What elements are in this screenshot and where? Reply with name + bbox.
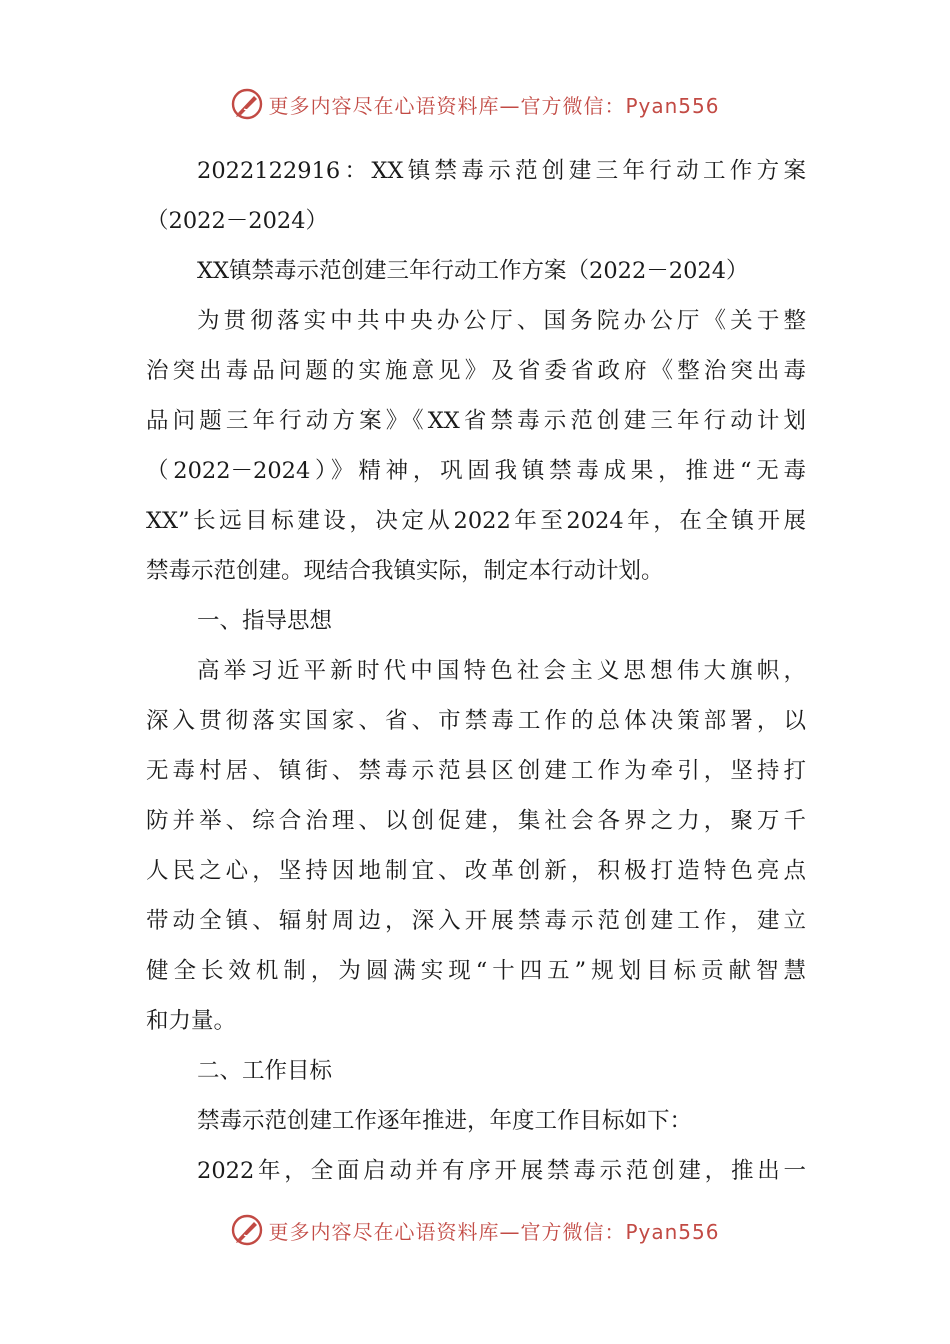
paragraph-line: 品问题三年行动方案》《XX省禁毒示范创建三年行动计划 bbox=[146, 408, 806, 434]
paragraph-line: 带动全镇、辐射周边，深入开展禁毒示范创建工作，建立 bbox=[146, 908, 806, 934]
paragraph-line: 无毒村居、镇街、禁毒示范县区创建工作为牵引，坚持打 bbox=[146, 758, 806, 784]
paragraph-line: 高举习近平新时代中国特色社会主义思想伟大旗帜， bbox=[197, 658, 806, 684]
paragraph-line: 为贯彻落实中共中央办公厅、国务院办公厅《关于整 bbox=[197, 308, 806, 334]
doc-title-line-2: （2022－2024） bbox=[146, 208, 329, 234]
paragraph-line: 人民之心，坚持因地制宜、改革创新，积极打造特色亮点 bbox=[146, 858, 806, 884]
paragraph-line: 防并举、综合治理、以创促建，集社会各界之力，聚万千 bbox=[146, 808, 806, 834]
pen-logo-icon bbox=[230, 87, 264, 121]
paragraph-line: 禁毒示范创建工作逐年推进，年度工作目标如下： bbox=[197, 1108, 693, 1134]
doc-subtitle: XX镇禁毒示范创建三年行动工作方案（2022－2024） bbox=[197, 258, 749, 284]
watermark-text: 更多内容尽在心语资料库—官方微信：Pyan556 bbox=[268, 93, 720, 118]
document-body bbox=[146, 146, 806, 1196]
paragraph-line: （2022－2024）》精神，巩固我镇禁毒成果，推进“无毒 bbox=[146, 458, 806, 484]
doc-title-line-1: 2022122916：XX镇禁毒示范创建三年行动工作方案 bbox=[197, 158, 806, 184]
paragraph-line: 深入贯彻落实国家、省、市禁毒工作的总体决策部署，以 bbox=[146, 708, 806, 734]
paragraph-line: XX”长远目标建设，决定从2022年至2024年，在全镇开展 bbox=[146, 508, 806, 534]
header-watermark-banner bbox=[0, 82, 950, 126]
section-heading-1: 一、指导思想 bbox=[197, 608, 333, 634]
paragraph-line: 禁毒示范创建。现结合我镇实际，制定本行动计划。 bbox=[146, 558, 664, 584]
pen-logo-icon bbox=[230, 1213, 264, 1247]
paragraph-line: 健全长效机制，为圆满实现“十四五”规划目标贡献智慧 bbox=[146, 958, 806, 984]
paragraph-line: 和力量。 bbox=[146, 1008, 237, 1034]
section-heading-2: 二、工作目标 bbox=[197, 1058, 333, 1084]
watermark-text: 更多内容尽在心语资料库—官方微信：Pyan556 bbox=[268, 1219, 720, 1244]
footer-watermark-banner bbox=[0, 1208, 950, 1252]
paragraph-line: 治突出毒品问题的实施意见》及省委省政府《整治突出毒 bbox=[146, 358, 806, 384]
paragraph-line: 2022年，全面启动并有序开展禁毒示范创建，推出一 bbox=[197, 1158, 806, 1184]
